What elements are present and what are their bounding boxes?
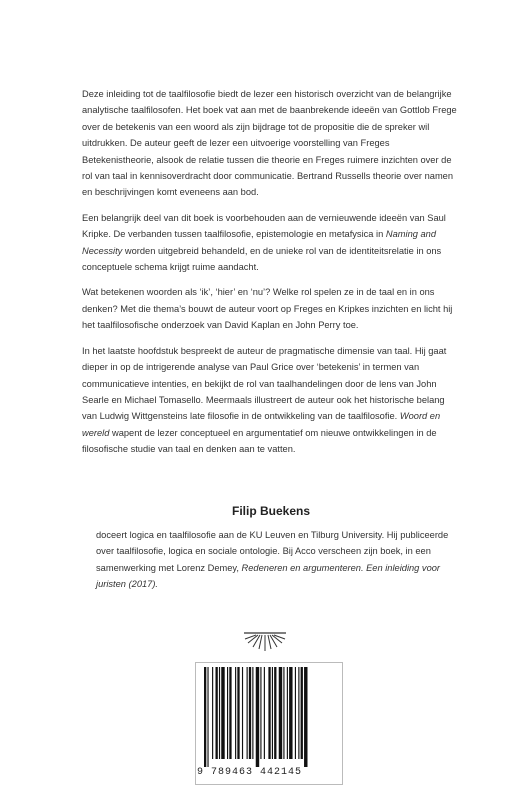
- barcode-bar: [252, 667, 253, 759]
- book-title-woord-en-wereld: Woord en wereld: [82, 411, 441, 438]
- barcode-bar: [242, 667, 243, 759]
- blurb-text: [82, 86, 460, 458]
- barcode-bar: [229, 667, 231, 759]
- sunburst-ornament-icon: [242, 631, 288, 653]
- blurb-paragraph-3: [82, 284, 460, 333]
- barcode-bar: [207, 667, 208, 767]
- barcode-bar: [249, 667, 251, 759]
- blurb-paragraph-2-text-b: worden uitgebreid behandeld, en de unieke rol van de identiteitsrelatie in ons conceptuele schema krijgt ruime aandacht.: [82, 245, 442, 273]
- barcode-bar: [247, 667, 248, 759]
- barcode-bar: [298, 667, 299, 759]
- barcode-bar: [264, 667, 265, 759]
- barcode-bar: [235, 667, 236, 759]
- barcode-bar: [274, 667, 276, 759]
- blurb-paragraph-1: [82, 86, 460, 201]
- blurb-paragraph-4-text-b: wapent de lezer conceptueel en argumentatief om nieuwe ontwikkelingen in de filosofische studie van taal en denken aan te vatten.: [82, 427, 437, 455]
- barcode-bars: [196, 667, 342, 771]
- barcode-bar: [219, 667, 220, 759]
- barcode-bar: [272, 667, 273, 759]
- barcode-bar: [212, 667, 213, 759]
- isbn-number: 9 789463 442145: [197, 767, 303, 778]
- barcode-bar: [295, 667, 296, 759]
- author-bio: [82, 527, 460, 593]
- author-bio-text-a: doceert logica en taalfilosofie aan de KU Leuven en Tilburg University. Hij publiceerde over taalfilosofie, logica en sociale ontologie. Bij Acco verscheen zijn boek, in een samenwerking met Lorenz Demey,: [96, 530, 449, 573]
- barcode-bar: [301, 667, 303, 759]
- blurb-paragraph-4: [82, 343, 460, 458]
- author-name: Filip Buekens: [231, 504, 311, 518]
- barcode-bar: [287, 667, 288, 759]
- barcode-bar: [279, 667, 282, 759]
- book-title-naming-and-necessity: Naming and Necessity: [82, 229, 437, 256]
- barcode-bar: [204, 667, 206, 767]
- blurb-paragraph-2-text-a: Een belangrijk deel van dit boek is voorbehouden aan de vernieuwende ideeën van Saul Kripke. De verbanden tussen taalfilosofie, epistemologie en metafysica in: [82, 212, 446, 240]
- blurb-paragraph-3-text: Wat betekenen woorden als ‘ik’, ‘hier’ en ‘nu’? Welke rol spelen ze in de taal en in ons denken? Met die thema’s bouwt de auteur voort op Freges en Kripkes inzichten en licht hij het taalfilosofische onderzoek van David Kaplan en John Perry toe.: [82, 287, 453, 331]
- barcode-bar: [268, 667, 270, 759]
- barcode-bar: [221, 667, 224, 759]
- barcode-bar: [216, 667, 218, 759]
- barcode-bar: [283, 667, 284, 759]
- author-book-title: Redeneren en argumenteren. Een inleiding voor juristen (2017).: [96, 562, 441, 590]
- barcode-bar: [256, 667, 259, 767]
- barcode-bar: [237, 667, 239, 759]
- barcode-bar: [289, 667, 292, 759]
- blurb-paragraph-4-text-a: In het laatste hoofdstuk bespreekt de auteur de pragmatische dimensie van taal. Hij gaat dieper in op de intrigerende analyse van Paul Grice over ‘betekenis’ in termen van communicatieve intenties, en bekijkt de rol van taalhandelingen door de lens van John Searle en Michael Tomasello. Meermaals illustreert de auteur ook het historische belang van Ludwig Wittgensteins late filosofie in de ontwikkeling van de taalfilosofie.: [82, 345, 447, 422]
- author-section: [82, 504, 460, 593]
- blurb-paragraph-1-text: Deze inleiding tot de taalfilosofie biedt de lezer een historisch overzicht van de belangrijke analytische taalfilosofen. Het boek vat aan met de baanbrekende ideeën van Gottlob Frege over de betekenis van een woord als zijn bijdrage tot de propositie die de spreker wil uitdrukken. De auteur geeft de lezer een uitvoerige voorstelling van Freges Betekenistheorie, alsook de relatie tussen die theorie en Freges ruimere inzichten over de rol van taal in kennisoverdracht door communicatie. Bertrand Russells theorie over namen en beschrijvingen komt eveneens aan bod.: [82, 89, 457, 198]
- blurb-paragraph-2: [82, 210, 460, 276]
- barcode-bar: [304, 667, 307, 767]
- barcode-bar: [260, 667, 261, 759]
- barcode-bar: [227, 667, 228, 759]
